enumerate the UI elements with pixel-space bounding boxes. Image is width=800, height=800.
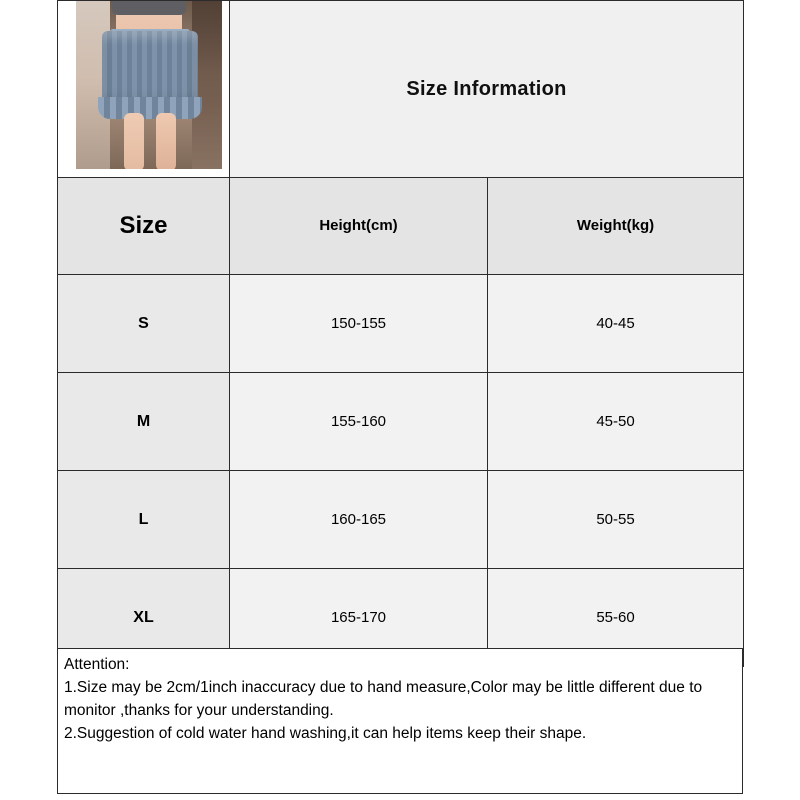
table-row <box>58 275 744 373</box>
column-header-weight: Weight(kg) <box>488 178 744 275</box>
model-top-garment <box>112 1 186 15</box>
table-row <box>58 373 744 471</box>
cell-weight-s: 40-45 <box>488 275 744 373</box>
cell-height-l: 160-165 <box>230 471 488 569</box>
table-header-row <box>58 178 744 275</box>
product-photo-cell <box>58 1 230 178</box>
size-information-table <box>57 0 744 667</box>
column-header-height: Height(cm) <box>230 178 488 275</box>
cell-weight-xl: 55-60 <box>488 569 744 667</box>
column-header-size: Size <box>58 178 230 275</box>
cell-height-m: 155-160 <box>230 373 488 471</box>
size-information-title-cell <box>230 1 744 178</box>
cell-size-s: S <box>58 275 230 373</box>
attention-line-1: 1.Size may be 2cm/1inch inaccuracy due to hand measure,Color may be little different due to monitor ,thanks for your understanding. <box>64 678 703 719</box>
cell-size-m: M <box>58 373 230 471</box>
attention-line-2: 2.Suggestion of cold water hand washing,it can help items keep their shape. <box>64 724 587 742</box>
table-row <box>58 471 744 569</box>
skirt-ruffle-hem <box>98 97 202 119</box>
cell-weight-m: 45-50 <box>488 373 744 471</box>
cell-height-xl: 165-170 <box>230 569 488 667</box>
model-left-leg <box>124 113 144 169</box>
page-title: Size Information <box>406 77 567 100</box>
attention-heading: Attention: <box>64 656 130 673</box>
product-photo <box>76 1 222 169</box>
table-banner-row <box>58 1 744 178</box>
cell-size-xl: XL <box>58 569 230 667</box>
model-right-leg <box>156 113 176 169</box>
cell-weight-l: 50-55 <box>488 471 744 569</box>
cell-size-l: L <box>58 471 230 569</box>
cell-height-s: 150-155 <box>230 275 488 373</box>
attention-box <box>57 648 743 794</box>
